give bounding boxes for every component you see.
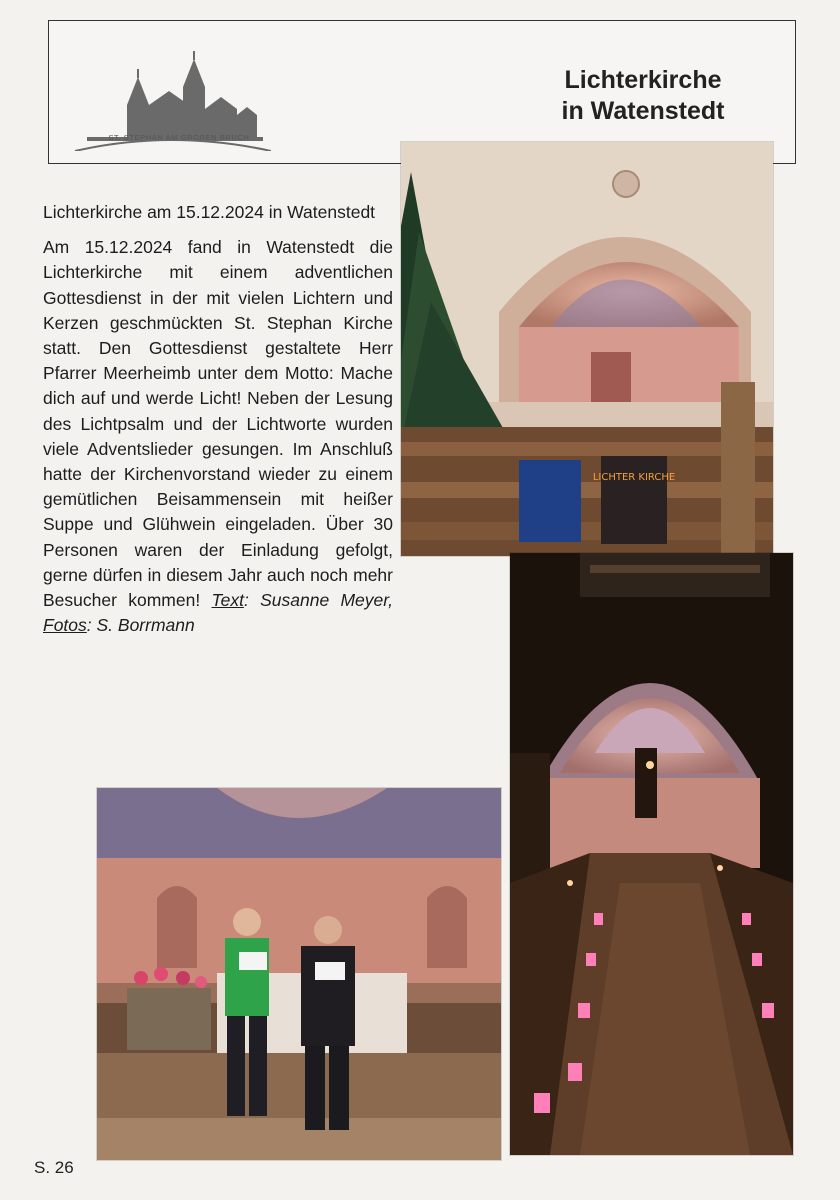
photo-credit-author: : S. Borrmann (86, 615, 195, 636)
title-line-1: Lichterkirche (564, 66, 722, 94)
title-line-2: in Watenstedt (561, 97, 725, 125)
article-body-text: Am 15.12.2024 fand in Watenstedt die Lichterkirche mit einem adventlichen Gottesdienst in der mit vielen Lichtern und Kerzen geschmückten St. Stephan Kirche statt. Den Gottesdienst gestaltete Herr Pfarrer Meerheimb unter dem Motto: Mache dich auf und werde Licht! Neben der Lesung des Lichtpsalm und der Lichtworte wurden viele Adventslieder gesungen. Im Anschluß hatte der Kirchenvorstand wieder zu einem gemütlichen Beisammensein mit heißer Suppe und Glühwein eingeladen. Über 30 Personen waren der Einladung gefolgt, gerne dürfen in diesem Jahr auch noch mehr Besucher kommen! (43, 237, 393, 611)
candlelit-nave-photo (510, 553, 793, 1155)
text-credit-author: : Susanne Meyer, (243, 590, 393, 611)
readers-at-altar-photo (97, 788, 501, 1160)
article-heading: Lichterkirche am 15.12.2024 in Watenstedt (43, 202, 376, 222)
logo-caption: ST. STEPHAN AM GROẞEN BRUCH (108, 133, 250, 142)
church-interior-photo (401, 142, 773, 556)
article (43, 200, 393, 648)
page-number: S. 26 (34, 1158, 74, 1177)
page-title (513, 65, 773, 127)
photo-credit-label: Fotos (43, 615, 87, 636)
text-credit-label: Text (211, 590, 244, 611)
poster-text: LICHTER KIRCHE (592, 472, 676, 483)
article-body (43, 235, 393, 638)
